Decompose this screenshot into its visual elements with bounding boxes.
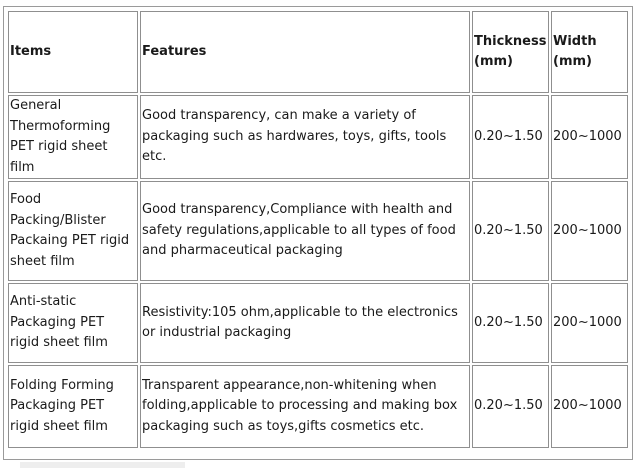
cell-width: 200~1000 — [551, 181, 628, 281]
cell-thickness: 0.20~1.50 — [472, 283, 549, 363]
cell-features: Transparent appearance,non-whitening when folding,applicable to processing and making box packaging such as toys,gifts cosmetics etc. — [140, 365, 470, 448]
header-features: Features — [140, 11, 470, 93]
cell-features: Good transparency,Compliance with health and safety regulations,applicable to all types of food and pharmaceutical packaging — [140, 181, 470, 281]
cell-features: Resistivity:105 ohm,applicable to the electronics or industrial packaging — [140, 283, 470, 363]
table-header-row — [8, 11, 628, 93]
cell-thickness: 0.20~1.50 — [472, 181, 549, 281]
bottom-scroll-strip — [20, 462, 185, 468]
header-thickness: Thickness (mm) — [472, 11, 549, 93]
cell-item: General Thermoforming PET rigid sheet film — [8, 95, 138, 179]
cell-thickness: 0.20~1.50 — [472, 365, 549, 448]
table-row — [8, 283, 628, 363]
table-row — [8, 181, 628, 281]
cell-features: Good transparency, can make a variety of packaging such as hardwares, toys, gifts, tools etc. — [140, 95, 470, 179]
cell-item: Anti-static Packaging PET rigid sheet film — [8, 283, 138, 363]
cell-width: 200~1000 — [551, 365, 628, 448]
product-spec-table — [6, 9, 630, 450]
header-items: Items — [8, 11, 138, 93]
cell-item: Food Packing/Blister Packaing PET rigid sheet film — [8, 181, 138, 281]
table-row — [8, 95, 628, 179]
header-width: Width (mm) — [551, 11, 628, 93]
table-row — [8, 365, 628, 448]
cell-width: 200~1000 — [551, 95, 628, 179]
cell-item: Folding Forming Packaging PET rigid sheet film — [8, 365, 138, 448]
cell-thickness: 0.20~1.50 — [472, 95, 549, 179]
cell-width: 200~1000 — [551, 283, 628, 363]
